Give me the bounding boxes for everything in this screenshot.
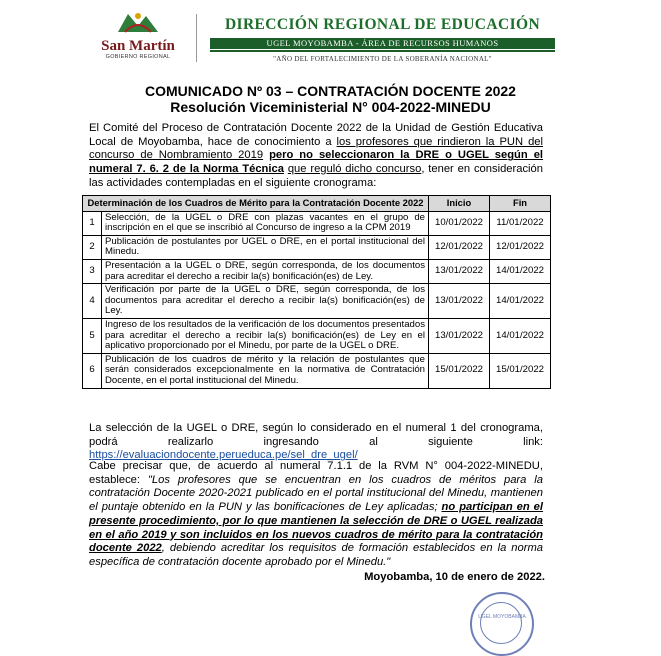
table-row <box>83 235 551 259</box>
stamp-inner-ring <box>480 602 522 644</box>
intro-text-d: que reguló dicho concurso <box>287 163 422 176</box>
signature-date: Moyobamba, 10 de enero de 2022. <box>364 571 545 583</box>
row-number: 4 <box>83 284 102 319</box>
logo-subtitle: GOBIERNO REGIONAL <box>105 54 171 60</box>
regional-logo <box>82 8 194 68</box>
table-row <box>83 353 551 388</box>
row-start-date: 13/01/2022 <box>429 284 490 319</box>
header-rule <box>210 50 555 52</box>
row-activity: Ingreso de los resultados de la verificación de los documentos presentados para acreditar el derecho a recibir la(s) bonificación(es) de Ley en el aplicativo proporcionado por el Minedu, por parte de la UGEL o DRE. <box>102 318 429 353</box>
row-activity: Selección, de la UGEL o DRE con plazas vacantes en el grupo de inscripción en el que se inscribió al Concurso de ingreso a la CPM 2019 <box>102 211 429 235</box>
official-stamp <box>470 592 534 656</box>
clarification-paragraph <box>89 460 543 570</box>
intro-paragraph <box>89 122 543 191</box>
table-row <box>83 211 551 235</box>
table-row <box>83 284 551 319</box>
row-end-date: 14/01/2022 <box>490 318 551 353</box>
letterhead <box>0 0 661 80</box>
link-paragraph <box>89 422 543 463</box>
institution-subtitle: UGEL MOYOBAMBA - ÁREA DE RECURSOS HUMANOS <box>210 38 555 49</box>
row-start-date: 12/01/2022 <box>429 235 490 259</box>
row-start-date: 13/01/2022 <box>429 259 490 283</box>
header-divider <box>196 14 197 62</box>
table-row <box>83 318 551 353</box>
row-activity: Publicación de postulantes por UGEL o DRE, en el portal institucional del Minedu. <box>102 235 429 259</box>
row-number: 1 <box>83 211 102 235</box>
row-end-date: 11/01/2022 <box>490 211 551 235</box>
table-header-row <box>83 196 551 212</box>
intro-text-c: pero no seleccionaron la DRE o UGEL según el numeral 7. 6. 2 de la Norma Técnica <box>89 149 544 176</box>
intro-text-b: los profesores que rindieron la PUN del concurso de Nombramiento 2019 <box>89 135 543 162</box>
table-row <box>83 259 551 283</box>
header-title-block <box>210 16 555 63</box>
quote-text-a: "Los profesores que se encuentran en los cuadros de méritos para la contratación Docente 2020-2021 publicado en el portal institucional del Minedu, mantienen el puntaje obtenido en la PUN y las bonificaciones de Ley aplicadas; <box>89 473 544 514</box>
logo-name: San Martín <box>101 38 175 54</box>
link-text: La selección de la UGEL o DRE, según lo considerado en el numeral 1 del cronograma, podrá realizarlo ingresando al siguiente link: <box>89 422 543 448</box>
year-motto: "AÑO DEL FORTALECIMIENTO DE LA SOBERANÍA NACIONAL" <box>273 55 492 63</box>
row-number: 5 <box>83 318 102 353</box>
row-start-date: 13/01/2022 <box>429 318 490 353</box>
quote-text-c: , debiendo acreditar los requisitos de formación establecidos en la norma específica de contratación docente aprobado por el Minedu." <box>89 542 544 568</box>
row-end-date: 15/01/2022 <box>490 353 551 388</box>
schedule-table <box>82 195 551 389</box>
row-start-date: 15/01/2022 <box>429 353 490 388</box>
stamp-text: UGEL MOYOBAMBA <box>478 614 526 620</box>
quote-text-b: no participan en el presente procedimiento, por lo que mantienen la selección de DRE o UGEL realizada en el año 2019 y son incluidos en los nuevos cuadros de mérito para la contratación docente 2022 <box>89 501 544 555</box>
row-activity: Verificación por parte de la UGEL o DRE, según corresponda, de los documentos para acreditar el derecho a recibir la(s) bonificación(es) de Ley. <box>102 284 429 319</box>
clarification-text: Cabe precisar que, de acuerdo al numeral 7.1.1 de la RVM N° 004-2022-MINEDU, establece: <box>89 460 543 486</box>
document-subheading: Resolución Viceministerial N° 004-2022-MINEDU <box>170 99 491 115</box>
document-heading: COMUNICADO Nº 03 – CONTRATACIÓN DOCENTE 2022 <box>145 83 516 99</box>
intro-text-e: , tener en consideración las actividades contempladas en el siguiente cronograma: <box>89 163 543 189</box>
row-end-date: 12/01/2022 <box>490 235 551 259</box>
row-number: 3 <box>83 259 102 283</box>
column-header-end: Fin <box>490 196 551 212</box>
row-end-date: 14/01/2022 <box>490 284 551 319</box>
row-number: 2 <box>83 235 102 259</box>
intro-text-a: El Comité del Proceso de Contratación Docente 2022 de la Unidad de Gestión Educativa Local de Moyobamba, hace de conocimiento a <box>89 122 543 148</box>
institution-title: DIRECCIÓN REGIONAL DE EDUCACIÓN <box>224 16 541 33</box>
row-number: 6 <box>83 353 102 388</box>
selection-link[interactable]: https://evaluaciondocente.perueduca.pe/sel_dre_ugel/ <box>89 449 358 462</box>
row-end-date: 14/01/2022 <box>490 259 551 283</box>
coat-of-arms-icon <box>113 8 163 34</box>
column-header-start: Inicio <box>429 196 490 212</box>
row-start-date: 10/01/2022 <box>429 211 490 235</box>
row-activity: Presentación a la UGEL o DRE, según corresponda, de los documentos para acreditar el derecho a recibir la(s) bonificación(es) de Ley. <box>102 259 429 283</box>
column-header-activity: Determinación de los Cuadros de Mérito para la Contratación Docente 2022 <box>83 196 429 212</box>
row-activity: Publicación de los cuadros de mérito y la relación de postulantes que serán considerados excepcionalmente en la normativa de Contratación Docente, en el portal institucional del Minedu. <box>102 353 429 388</box>
